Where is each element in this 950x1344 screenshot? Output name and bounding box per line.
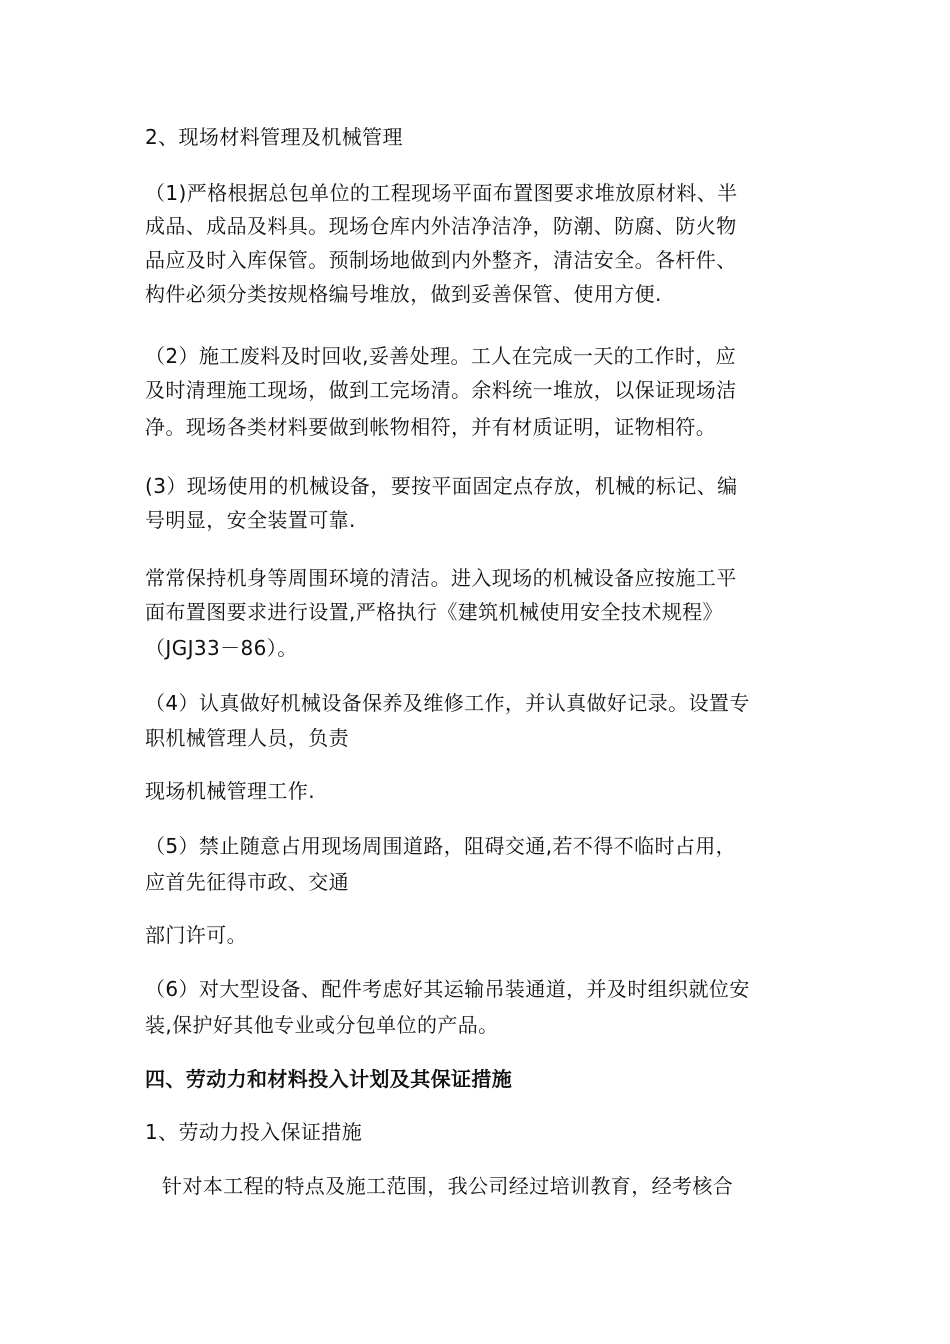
- paragraph-line: 及时清理施工现场，做到工完场清。余料统一堆放，以保证现场洁: [145, 378, 737, 402]
- paragraph-line: （2）施工废料及时回收,妥善处理。工人在完成一天的工作时，应: [145, 344, 737, 368]
- paragraph-line: 构件必须分类按规格编号堆放，做到妥善保管、使用方便.: [145, 282, 662, 306]
- paragraph-line: 现场机械管理工作.: [145, 779, 315, 803]
- paragraph-line: (3）现场使用的机械设备，要按平面固定点存放，机械的标记、编: [145, 474, 738, 498]
- paragraph-line: （1)严格根据总包单位的工程现场平面布置图要求堆放原材料、半: [145, 181, 738, 205]
- paragraph-line: 部门许可。: [145, 923, 247, 947]
- paragraph-line: 净。现场各类材料要做到帐物相符，并有材质证明，证物相符。: [145, 415, 717, 439]
- paragraph-line: 常常保持机身等周围环境的清洁。进入现场的机械设备应按施工平: [145, 566, 737, 590]
- paragraph-line: 号明显，安全装置可靠.: [145, 508, 356, 532]
- paragraph-line: （JGJ33－86）。: [145, 636, 298, 660]
- section-heading: 2、现场材料管理及机械管理: [145, 125, 403, 149]
- paragraph-line: 装,保护好其他专业或分包单位的产品。: [145, 1013, 499, 1037]
- paragraph-line: 职机械管理人员，负责: [145, 726, 349, 750]
- paragraph-line: （4）认真做好机械设备保养及维修工作，并认真做好记录。设置专: [145, 691, 750, 715]
- paragraph-line: 应首先征得市政、交通: [145, 870, 349, 894]
- paragraph-line: 针对本工程的特点及施工范围，我公司经过培训教育，经考核合: [162, 1174, 734, 1198]
- paragraph-line: 成品、成品及料具。现场仓库内外洁净洁净，防潮、防腐、防火物: [145, 214, 737, 238]
- paragraph-line: 面布置图要求进行设置,严格执行《建筑机械使用安全技术规程》: [145, 600, 723, 624]
- paragraph-line: 品应及时入库保管。预制场地做到内外整齐，清洁安全。各杆件、: [145, 248, 737, 272]
- paragraph-line: （5）禁止随意占用现场周围道路，阻碍交通,若不得不临时占用，: [145, 834, 737, 858]
- chapter-heading: 四、劳动力和材料投入计划及其保证措施: [145, 1067, 513, 1091]
- paragraph-line: （6）对大型设备、配件考虑好其运输吊装通道，并及时组织就位安: [145, 977, 750, 1001]
- section-heading: 1、劳动力投入保证措施: [145, 1120, 363, 1144]
